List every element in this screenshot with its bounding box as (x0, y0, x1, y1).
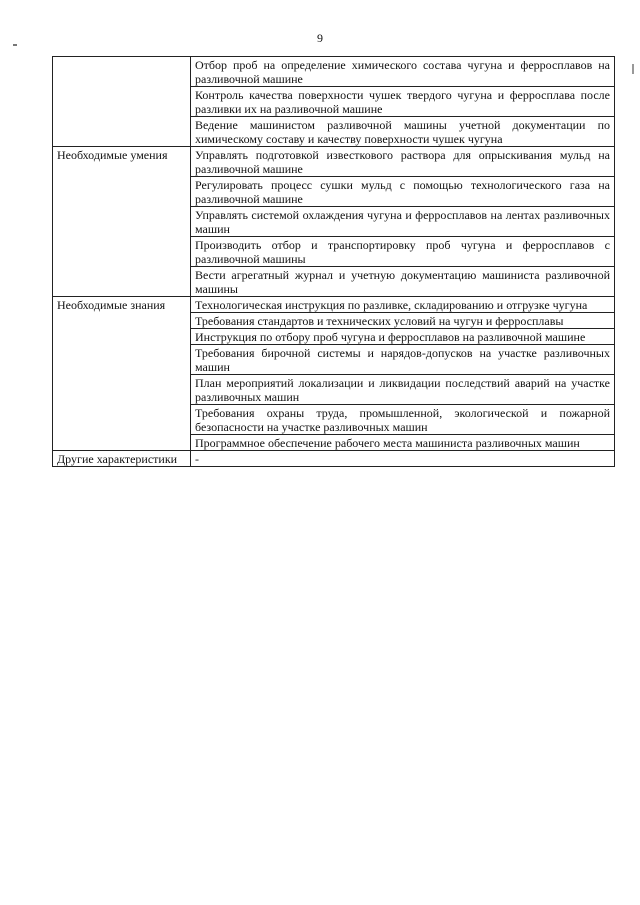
section-item: Производить отбор и транспортировку проб чугуна и ферросплавов с разливочной машины (191, 237, 615, 267)
table-row (53, 147, 615, 177)
section-item: Управлять системой охлаждения чугуна и ферросплавов на лентах разливочных машин (191, 207, 615, 237)
section-item: Технологическая инструкция по разливке, складированию и отгрузке чугуна (191, 297, 615, 313)
section-label: Необходимые знания (53, 297, 191, 451)
table-row (53, 451, 615, 467)
table-row (53, 297, 615, 313)
section-item: Управлять подготовкой известкового раствора для опрыскивания мульд на разливочной машине (191, 147, 615, 177)
table-row (53, 57, 615, 87)
section-item: План мероприятий локализации и ликвидации последствий аварий на участке разливочных машин (191, 375, 615, 405)
section-item: Программное обеспечение рабочего места машиниста разливочных машин (191, 435, 615, 451)
scan-mark (632, 64, 634, 74)
section-label (53, 57, 191, 147)
section-item: Регулировать процесс сушки мульд с помощью технологического газа на разливочной машине (191, 177, 615, 207)
section-item: Вести агрегатный журнал и учетную документацию машиниста разливочной машины (191, 267, 615, 297)
section-item: Контроль качества поверхности чушек твердого чугуна и ферросплава после разливки их на разливочной машине (191, 87, 615, 117)
section-item: Отбор проб на определение химического состава чугуна и ферросплавов на разливочной машине (191, 57, 615, 87)
section-item: Требования стандартов и технических условий на чугун и ферросплавы (191, 313, 615, 329)
section-item: - (191, 451, 615, 467)
section-item: Ведение машинистом разливочной машины учетной документации по химическому составу и качеству поверхности чушек чугуна (191, 117, 615, 147)
section-item: Требования охраны труда, промышленной, экологической и пожарной безопасности на участке разливочных машин (191, 405, 615, 435)
section-item: Инструкция по отбору проб чугуна и ферросплавов на разливочной машине (191, 329, 615, 345)
section-item: Требования бирочной системы и нарядов-допусков на участке разливочных машин (191, 345, 615, 375)
characteristics-table (52, 56, 615, 467)
section-label: Другие характеристики (53, 451, 191, 467)
section-label: Необходимые умения (53, 147, 191, 297)
page-number: 9 (317, 31, 323, 45)
